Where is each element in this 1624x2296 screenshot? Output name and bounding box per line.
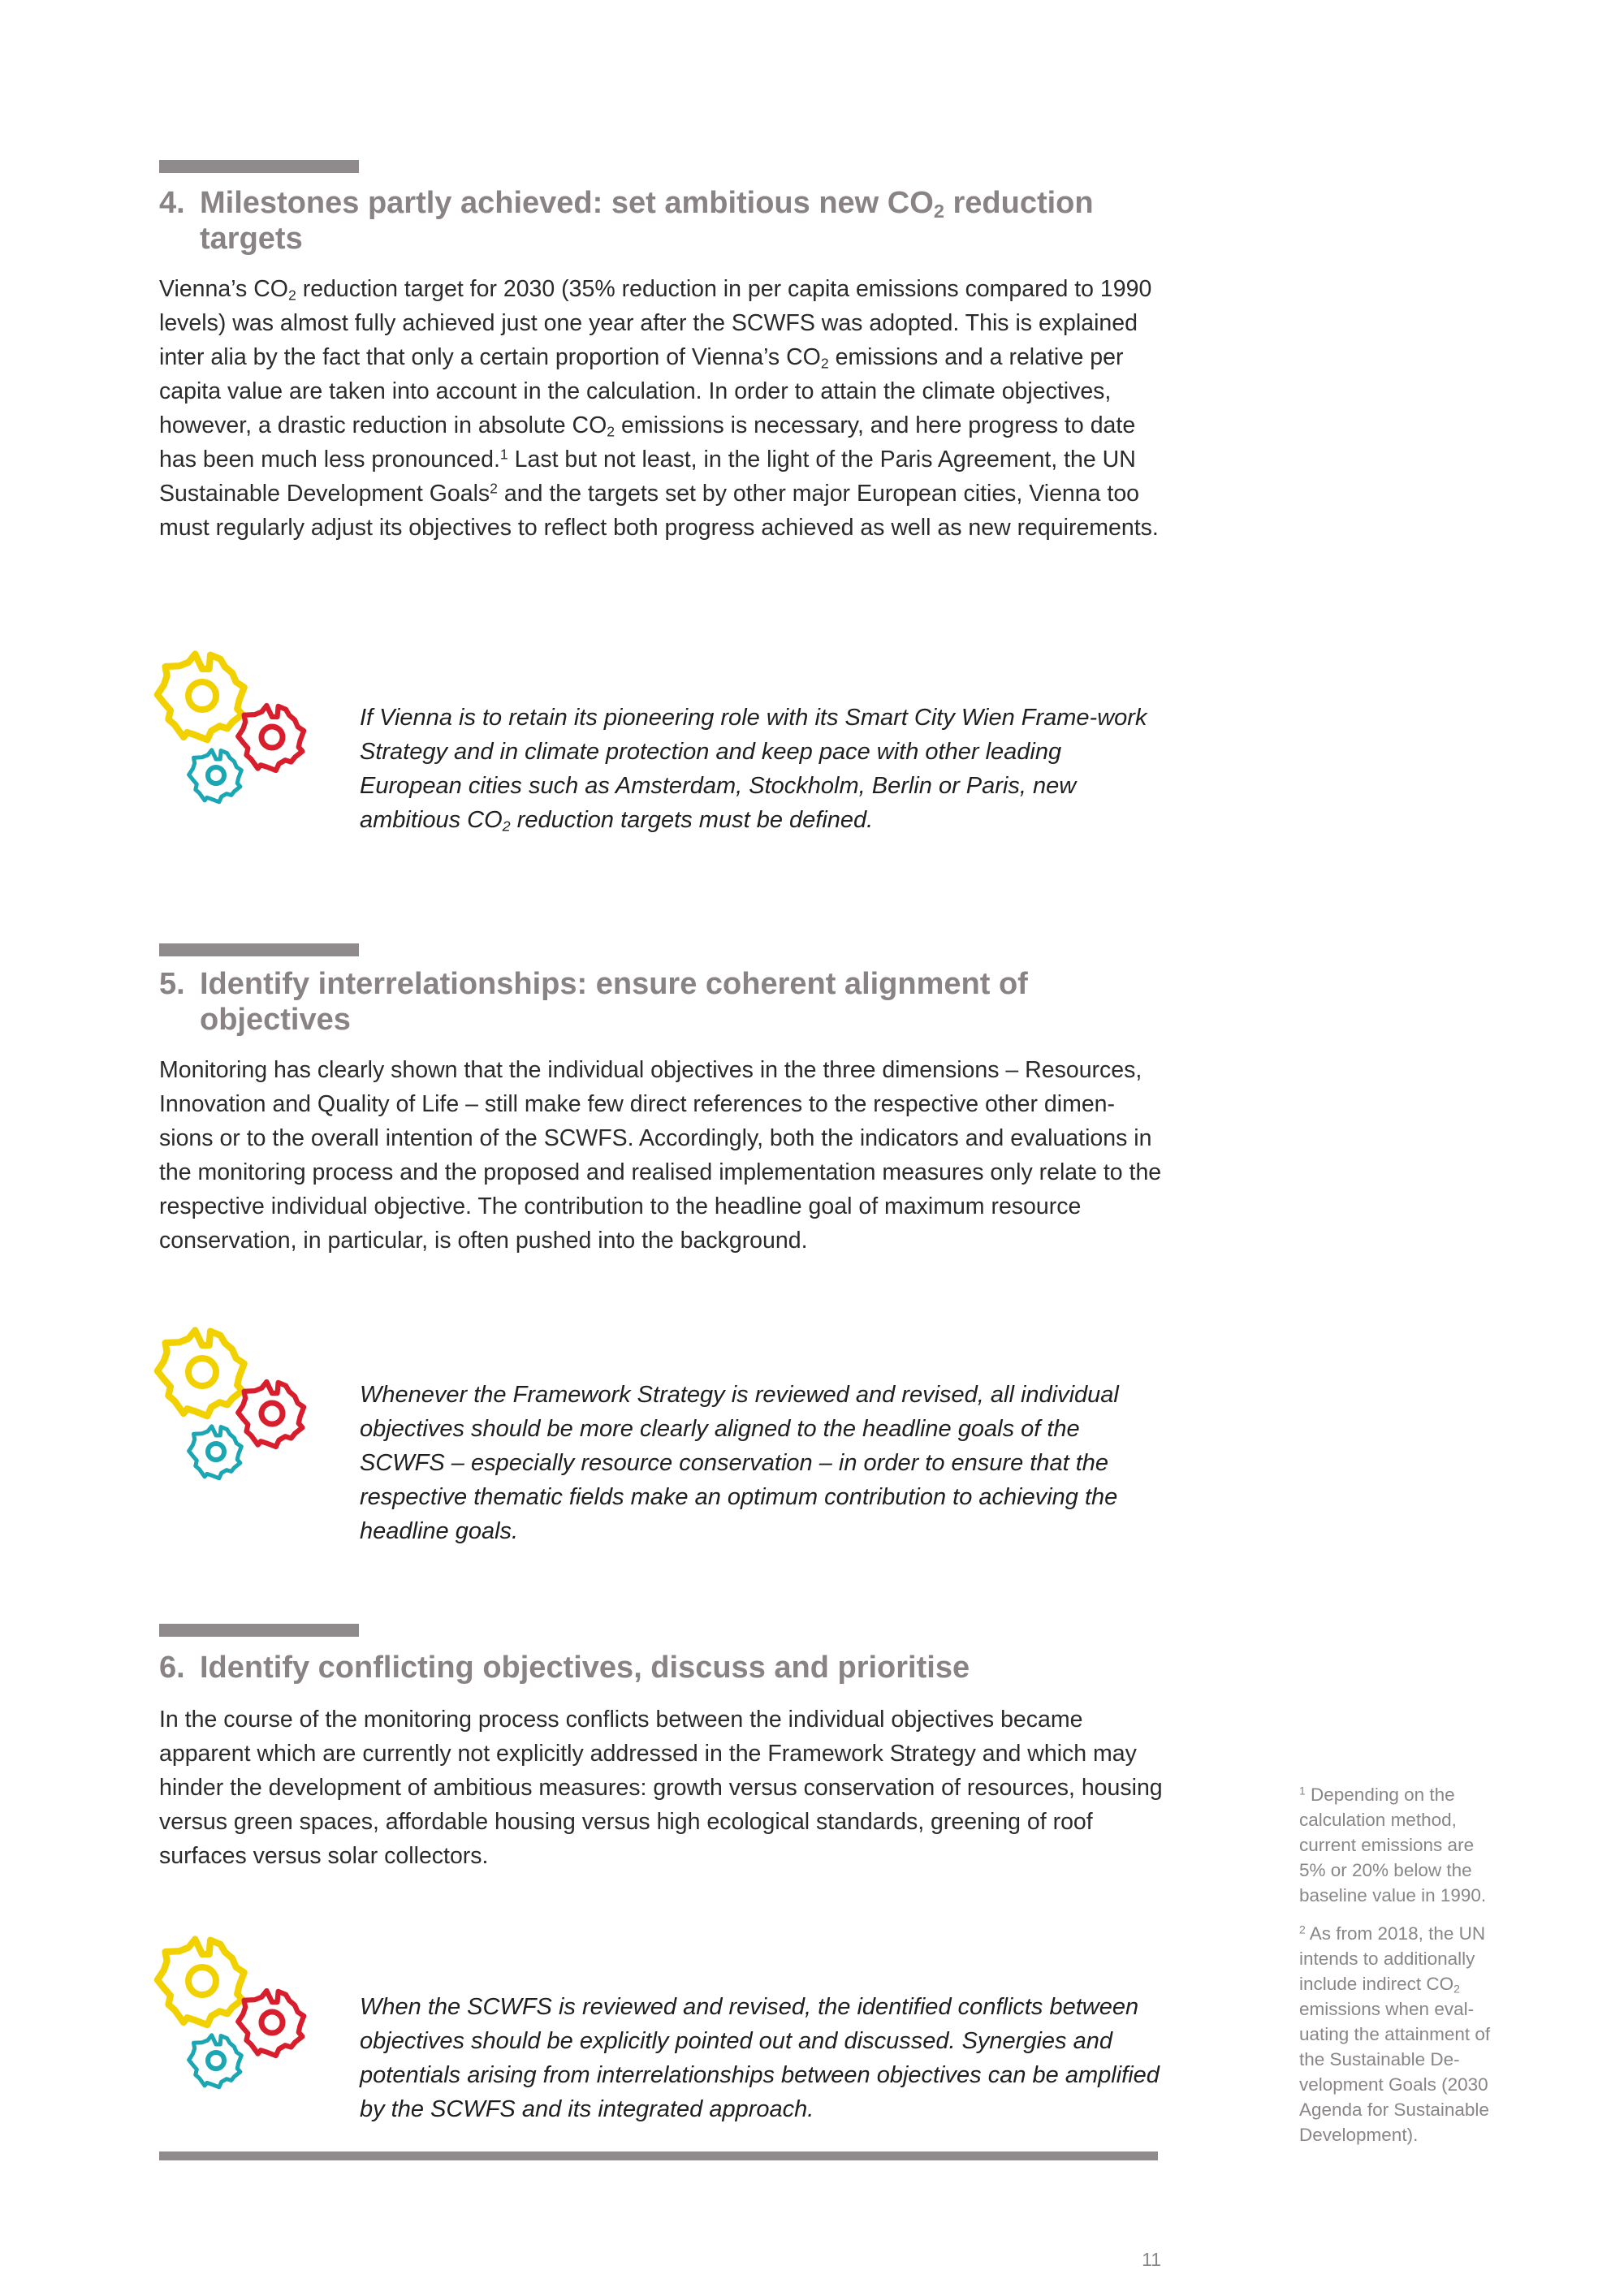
section-number-5: 5. [159, 967, 185, 1001]
bottom-rule [159, 2151, 1158, 2160]
gear-teal-icon [189, 750, 242, 802]
gears-icon [151, 645, 313, 808]
gear-teal-hole [208, 2052, 224, 2069]
section-body-4: Vienna’s $CO_2$ reduction target for 2030 (35% reduction in per capita emissions compared to 1990 levels) was almost fully achieved just one year after the SCWFS was adopted. This is explained inter alia by the fact that only a certain proportion of Vienna’s $CO_2$ emissions and a relative per capita value are taken into account in the calculation. In order to attain the climate objectives, however, a drastic reduction in absolute $CO_2$ emissions is necessary, and here progress to date has been much less pronounced.$^1$ Last but not least, in the light of the Paris Agreement, the UN Sustainable Development Goals$^2$ and the targets set by other major European cities, Vienna too must regularly adjust its objectives to reflect both progress achieved as well as new requirements. [159, 276, 1159, 541]
gears-icon [151, 1931, 313, 2093]
section-body-5: Monitoring has clearly shown that the individual objectives in the three dimensions – Resources, Innovation and Quality of Life – still make few direct references to the respective other dimen-sions or to the overall intention of the SCWFS. Accordingly, both the indicators and evaluations in the monitoring process and the proposed and realised implementation measures only relate to the respective individual objective. The contribution to the headline goal of maximum resource conservation, in particular, is often pushed into the background. [159, 1057, 1162, 1254]
gear-yellow-icon [158, 654, 244, 740]
footnote-2: $^2$ As from 2018, the UN intends to additionally include indirect $CO_2$ emissions when eval-uating the attainment of the Sustainable De-velopment Goals (2030 Agenda for Sustainable Development). [1299, 1923, 1491, 2145]
gear-red-hole [261, 727, 283, 748]
gear-teal-icon [189, 2035, 242, 2087]
gear-teal-hole [208, 767, 224, 783]
section-bar-5 [159, 943, 359, 956]
section-callout-6: When the SCWFS is reviewed and revised, the identified conflicts between objectives should be explicitly pointed out and discussed. Synergies and potentials arising from interrelationships between objectives can be amplified by the SCWFS and its integrated approach. [360, 1994, 1160, 2122]
section-heading-5 [159, 966, 1166, 1038]
section-title-6: Identify conflicting objectives, discuss and prioritise [200, 1651, 970, 1685]
gear-red-hole [261, 1403, 283, 1424]
section-callout-4: If Vienna is to retain its pioneering role with its Smart City Wien Frame-work Strategy and in climate protection and keep pace with other leading European cities such as Amsterdam, Stockholm, Berlin or Paris, new ambitious $CO_2$ reduction targets must be defined. [360, 705, 1147, 835]
section-title-5: Identify interrelationships: ensure coherent alignment of objectives [200, 967, 1028, 1037]
page-number: 11 [1142, 2249, 1161, 2270]
section-heading-4 [159, 185, 1166, 257]
gear-red-icon [238, 1382, 304, 1447]
gear-yellow-hole [188, 1967, 216, 1995]
gear-teal-hole [208, 1444, 224, 1460]
section-body-6: In the course of the monitoring process conflicts between the individual objectives became apparent which are currently not explicitly addressed in the Framework Strategy and which may hinder the development of ambitious measures: growth versus conservation of resources, housing versus green spaces, affordable housing versus high ecological standards, greening of roof surfaces versus solar collectors. [159, 1707, 1163, 1869]
section-bar-4 [159, 160, 359, 173]
gears-icon [151, 1322, 313, 1484]
section-title-4: Milestones partly achieved: set ambitious new $CO_2$ reduction targets [200, 186, 1094, 256]
footnote-1: $^1$ Depending on the calculation method, current emissions are 5% or 20% below the baseline value in 1990. [1299, 1784, 1487, 1905]
gear-yellow-hole [188, 682, 216, 710]
section-callout-5: Whenever the Framework Strategy is reviewed and revised, all individual objectives should be more clearly aligned to the headline goals of the SCWFS – especially resource conservation – in order to ensure that the respective thematic fields make an optimum contribution to achieving the headline goals. [360, 1382, 1119, 1544]
section-number-4: 4. [159, 186, 185, 220]
gear-teal-icon [189, 1426, 242, 1478]
gear-yellow-hole [188, 1358, 216, 1386]
gear-red-icon [238, 1991, 304, 2056]
gear-red-icon [238, 706, 304, 770]
section-number-6: 6. [159, 1651, 185, 1685]
section-heading-6 [159, 1650, 1166, 1685]
footnotes [1299, 1782, 1494, 2160]
gear-yellow-icon [158, 1940, 244, 2026]
gear-red-hole [261, 2012, 283, 2033]
section-bar-6 [159, 1624, 359, 1637]
gear-yellow-icon [158, 1331, 244, 1417]
